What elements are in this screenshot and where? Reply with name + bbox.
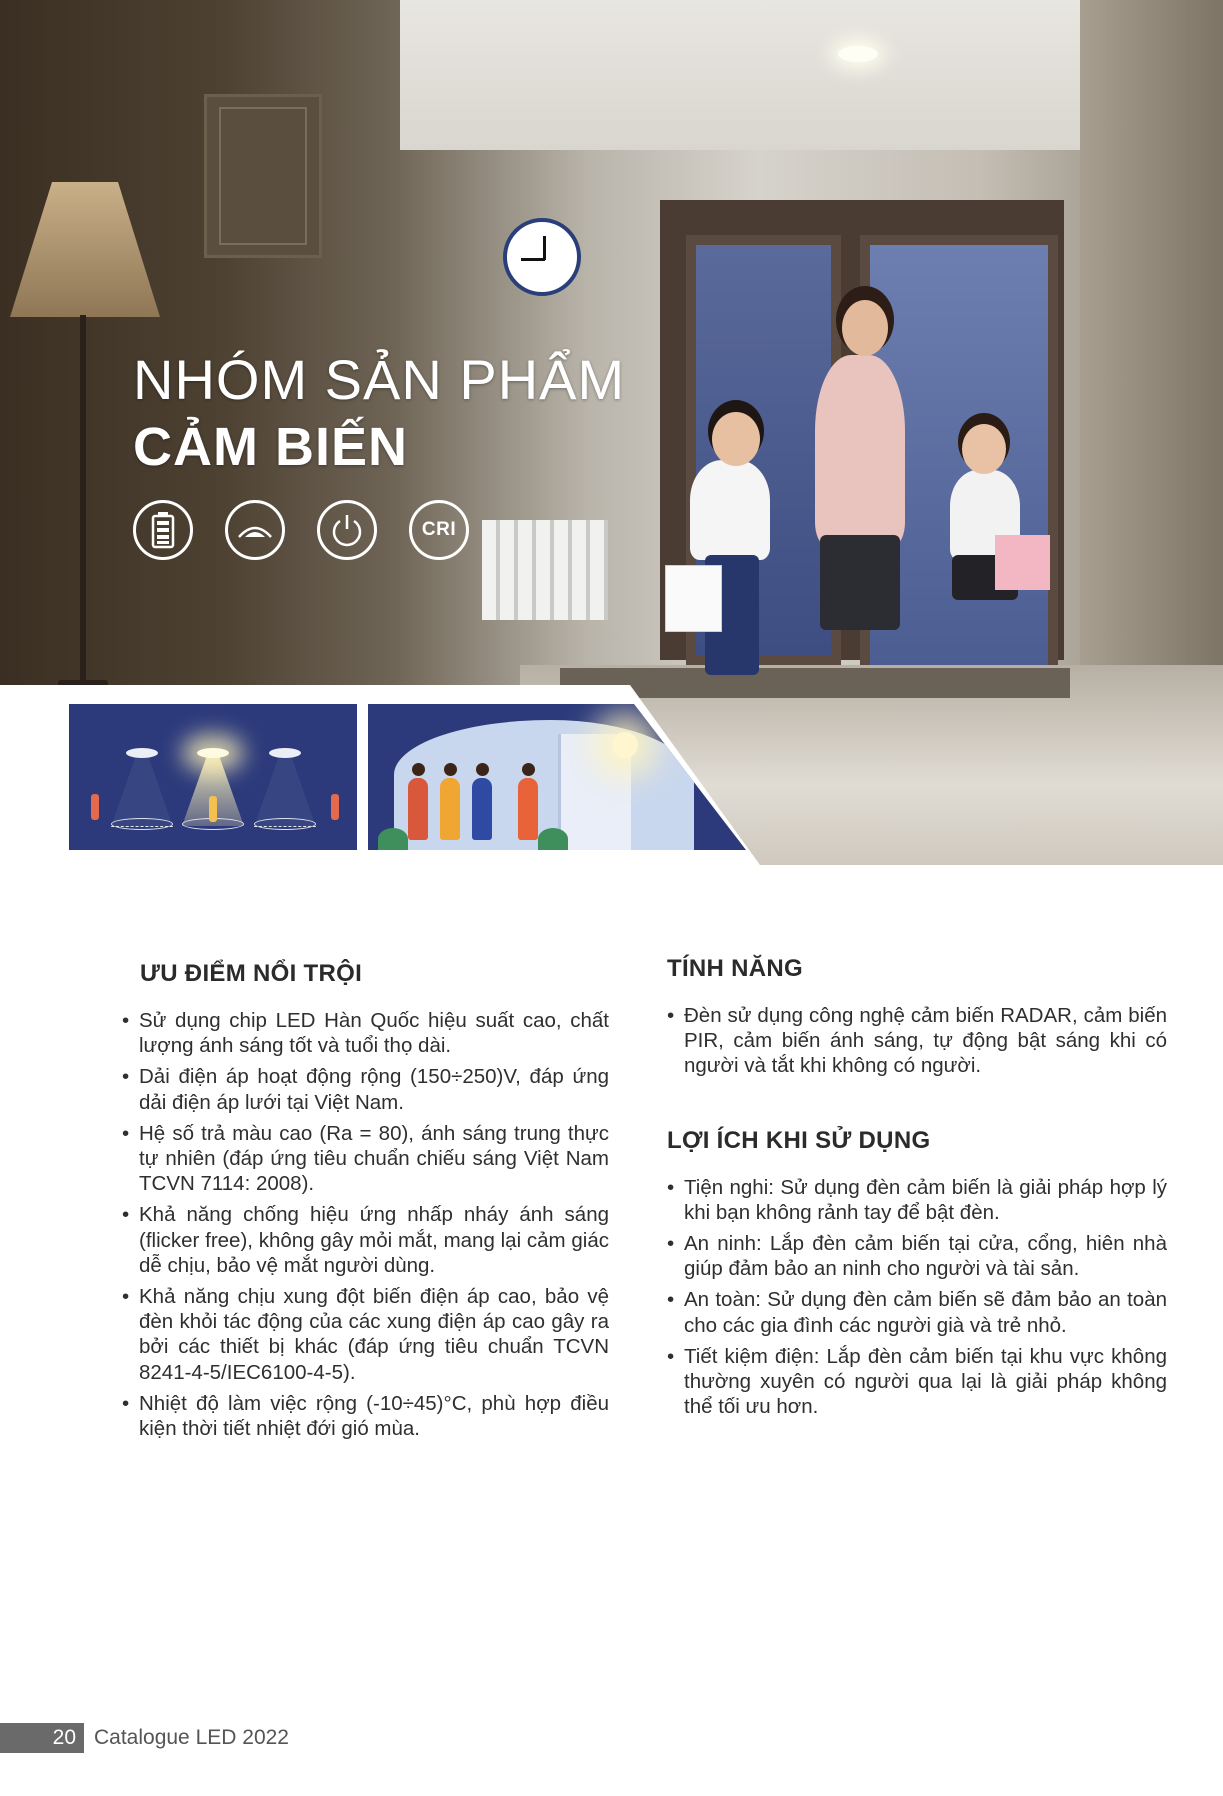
cri-icon: [409, 500, 469, 560]
person-head: [412, 763, 425, 776]
ceiling-light: [838, 46, 878, 62]
list-item: • Tiện nghi: Sử dụng đèn cảm biến là giải pháp hợp lý khi bạn không rảnh tay để bật đèn.: [667, 1175, 1167, 1225]
list-item: • Khả năng chịu xung đột biến điện áp cao, bảo vệ đèn khỏi tác động của các xung điện áp cao gây ra bởi các thiết bị khác (đáp ứng tiêu chuẩn TCVN 8241-4-5/IEC6100-4-5).: [122, 1284, 609, 1385]
plant-icon: [538, 828, 568, 850]
person-icon: [331, 794, 339, 820]
boy-head: [712, 412, 760, 466]
person-icon: [440, 778, 460, 840]
list-item: • An ninh: Lắp đèn cảm biến tại cửa, cổng, hiên nhà giúp đảm bảo an ninh cho người và tài sản.: [667, 1231, 1167, 1281]
floor-lamp-shade: [10, 182, 160, 317]
benefits-heading: LỢI ÍCH KHI SỬ DỤNG: [667, 1126, 931, 1154]
person-icon: [518, 778, 538, 840]
floor-lamp-pole: [80, 315, 86, 685]
page-number: 20: [0, 1723, 84, 1753]
mother-figure: [815, 355, 905, 545]
features-list: [667, 1003, 1167, 1079]
benefits-list: [667, 1175, 1167, 1420]
sensor-light-illustration: [69, 704, 357, 850]
ceiling-light-icon: [197, 748, 229, 758]
power-icon: [317, 500, 377, 560]
electrical-panel: [204, 94, 322, 258]
person-head: [522, 763, 535, 776]
doormat: [560, 668, 1070, 698]
ceiling: [400, 0, 1080, 150]
person-icon: [408, 778, 428, 840]
motion-sensor-icon: [225, 500, 285, 560]
list-item: • Nhiệt độ làm việc rộng (-10÷45)°C, phù hợp điều kiện thời tiết nhiệt đới gió mùa.: [122, 1391, 609, 1441]
detection-ring: [254, 818, 316, 830]
advantages-list: [122, 1008, 609, 1441]
list-item: • Đèn sử dụng công nghệ cảm biến RADAR, cảm biến PIR, cảm biến ánh sáng, tự động bật sáng khi có người và tắt khi không có người.: [667, 1003, 1167, 1079]
girl-head: [962, 424, 1006, 474]
features-heading: TÍNH NĂNG: [667, 955, 804, 982]
wall-light-icon: [612, 732, 638, 758]
list-item: • Sử dụng chip LED Hàn Quốc hiệu suất cao, chất lượng ánh sáng tốt và tuổi thọ dài.: [122, 1008, 609, 1058]
light-cone: [254, 756, 316, 827]
advantages-section: [122, 960, 609, 1447]
wall-clock-icon: [503, 218, 581, 296]
hero-image: [0, 0, 1223, 865]
radiator: [482, 520, 608, 620]
cri-label: CRI: [421, 519, 457, 540]
list-item: • Tiết kiệm điện: Lắp đèn cảm biến tại khu vực không thường xuyên có người qua lại là giải pháp không thể tối ưu hơn.: [667, 1344, 1167, 1420]
mother-head: [842, 300, 888, 356]
shopping-bag-pink: [995, 535, 1050, 590]
plant-icon: [378, 828, 408, 850]
list-item: • An toàn: Sử dụng đèn cảm biến sẽ đảm bảo an toàn cho các gia đình các người già và trẻ nhỏ.: [667, 1287, 1167, 1337]
feature-icon-row: [133, 500, 469, 560]
list-item: • Dải điện áp hoạt động rộng (150÷250)V, đáp ứng dải điện áp lưới tại Việt Nam.: [122, 1064, 609, 1114]
ceiling-light-icon: [126, 748, 158, 758]
advantages-heading: ƯU ĐIỂM NỔI TRỘI: [140, 960, 363, 987]
light-cone: [111, 756, 173, 827]
person-icon: [472, 778, 492, 840]
list-item: • Hệ số trả màu cao (Ra = 80), ánh sáng trung thực tự nhiên (đáp ứng tiêu chuẩn chiếu sáng Việt Nam TCVN 7114: 2008).: [122, 1121, 609, 1197]
person-icon: [91, 794, 99, 820]
person-head: [476, 763, 489, 776]
shopping-bag-white: [665, 565, 722, 632]
mother-skirt: [820, 535, 900, 630]
person-icon: [209, 796, 217, 822]
battery-icon: [133, 500, 193, 560]
person-head: [444, 763, 457, 776]
boy-figure: [690, 460, 770, 560]
page-subtitle: CẢM BIẾN: [133, 417, 408, 477]
page-title: NHÓM SẢN PHẨM: [133, 348, 626, 411]
list-item: • Khả năng chống hiệu ứng nhấp nháy ánh sáng (flicker free), không gây mỏi mắt, mang lại cảm giác dễ chịu, bảo vệ mắt người dùng.: [122, 1202, 609, 1278]
detection-ring: [111, 818, 173, 830]
features-benefits-section: [667, 955, 1167, 1425]
footer-label: Catalogue LED 2022: [94, 1726, 289, 1749]
ceiling-light-icon: [269, 748, 301, 758]
